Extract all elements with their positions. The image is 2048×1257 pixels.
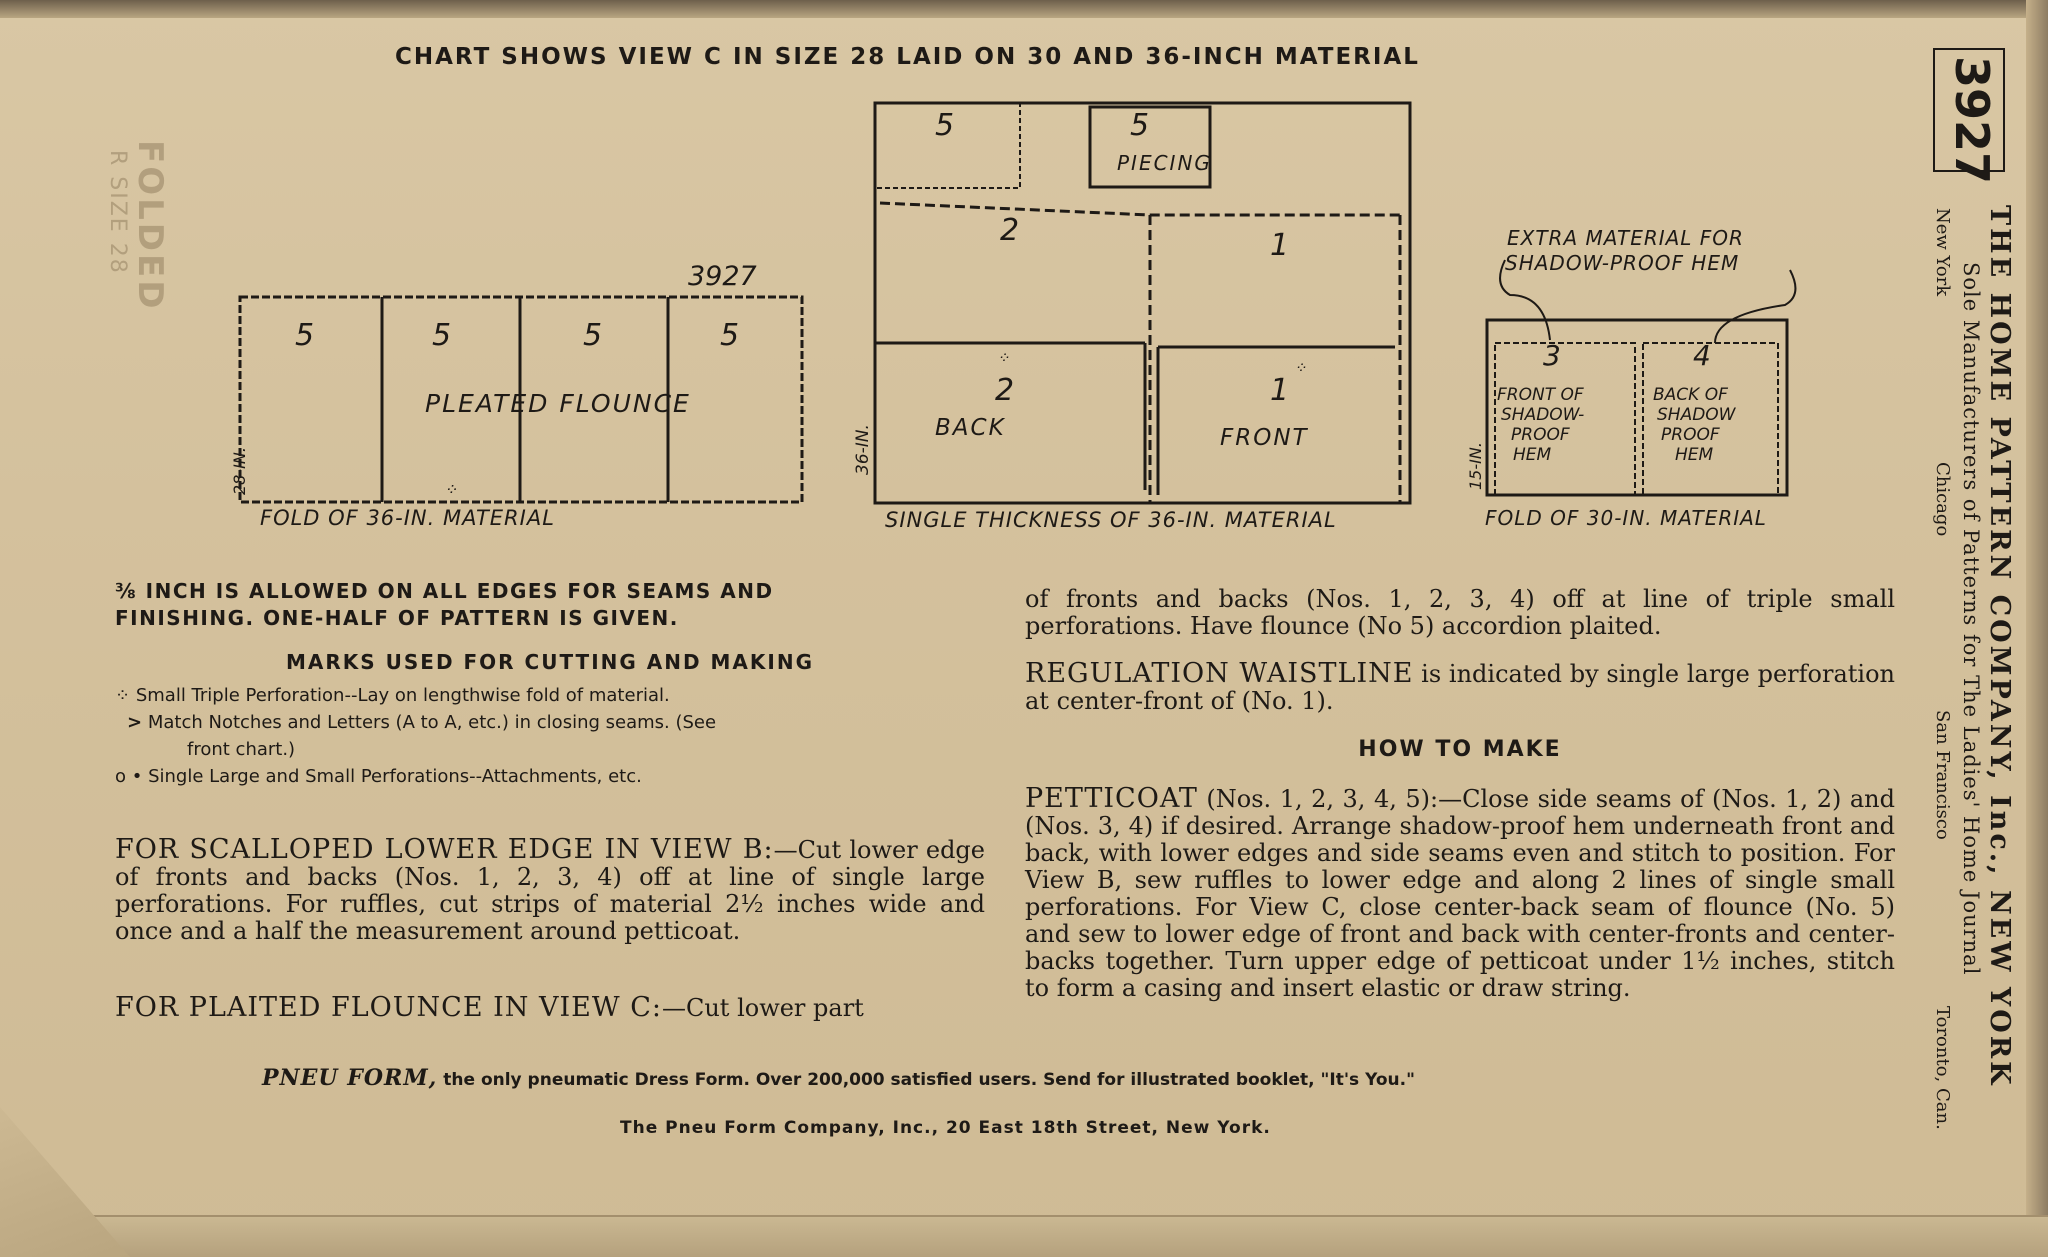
seam-allowance-line-2: FINISHING. ONE-HALF OF PATTERN IS GIVEN. (115, 606, 679, 630)
chart-right-note-line2: SHADOW-PROOF HEM (1505, 251, 1740, 275)
chart-shadow-proof (1465, 225, 1835, 545)
chart-left-side-label: 28-IN. (230, 447, 249, 495)
publisher-city-chicago: Chicago (1932, 462, 1953, 537)
chart-center-caption: SINGLE THICKNESS OF 36-IN. MATERIAL (885, 508, 1337, 532)
chart-center-front-label: FRONT (1220, 425, 1309, 451)
chart-center-mid-right-num: 1 (1270, 228, 1290, 263)
chart-center (840, 95, 1420, 545)
publisher-name: THE HOME PATTERN COMPANY, Inc., NEW YORK (1984, 205, 2015, 1088)
chart-center-piecing (1090, 107, 1210, 187)
chart-left-piece: 5 (583, 318, 603, 353)
petticoat-body: (Nos. 1, 2, 3, 4, 5):—Close side seams of (Nos. 1, 2) and (Nos. 3, 4) if desired. Arrange shadow-proof hem underneath front and back, with lower edges and side seams even and stitch to position. For View B, sew ruffles to lower edge and along 2 lines of single small perforations. For View C, close center-back seam of flounce (No. 5) and sew to lower edge of front and back with center-fronts and center-backs together. Turn upper edge of petticoat under 1½ inches, stitch to form a casing and insert elastic or draw string. (1025, 785, 1895, 1002)
mark-triple-perforation (115, 682, 985, 709)
chart-right-side-label: 15-IN. (1466, 442, 1485, 490)
chart-right-left-num: 3 (1543, 339, 1561, 372)
chart-right-right-num: 4 (1693, 339, 1711, 372)
pneu-form-body: the only pneumatic Dress Form. Over 200,000 satisfied users. Send for illustrated booklet, "It's You." (437, 1070, 1415, 1090)
folded-stamp (58, 140, 178, 390)
publisher-tagline: Sole Manufacturers of Patterns for The Ladies' Home Journal (1959, 262, 1983, 976)
pneu-form-address: The Pneu Form Company, Inc., 20 East 18th Street, New York. (620, 1118, 1271, 1138)
chart-right-right-label: SHADOW (1657, 405, 1736, 425)
pattern-number: 3927 (1945, 56, 1999, 185)
waistline-lead: REGULATION WAISTLINE (1025, 658, 1414, 689)
chart-right-arrow (1715, 270, 1795, 343)
marks-title: MARKS USED FOR CUTTING AND MAKING (285, 650, 815, 674)
seam-allowance-line-1 (115, 578, 985, 605)
marks-section (115, 650, 985, 790)
plaited-flounce-body: —Cut lower part (661, 994, 864, 1022)
mark-text: Small Triple Perforation--Lay on lengthwise fold of material. (135, 685, 670, 706)
chart-right-right-label: HEM (1675, 445, 1714, 465)
pneu-form-lead: PNEU FORM, (262, 1065, 438, 1091)
chart-right-left-label: SHADOW- (1501, 405, 1585, 425)
chart-left-perforation: ⁘ (445, 480, 459, 499)
chart-left-label: PLEATED FLOUNCE (425, 389, 691, 418)
mark-text: Single Large and Small Perforations--Attachments, etc. (148, 766, 642, 787)
stamp-subtext: R SIZE 28 (105, 150, 130, 275)
chart-left-caption: FOLD OF 36-IN. MATERIAL (260, 506, 555, 530)
chart-center-dashed-top (880, 203, 1400, 215)
chart-center-side-label: 36-IN. (853, 424, 873, 475)
how-to-make-heading: HOW TO MAKE (1358, 737, 1562, 762)
envelope-top-edge (0, 0, 2048, 18)
seam-allowance-text-1: INCH IS ALLOWED ON ALL EDGES FOR SEAMS AND (145, 579, 774, 603)
mark-symbol: ⁘ (115, 685, 131, 706)
chart-center-back-label: BACK (935, 415, 1006, 441)
chart-left-pattern-number: 3927 (688, 261, 757, 292)
publisher-city-san-francisco: San Francisco (1932, 710, 1953, 840)
chart-center-piecing-label: PIECING (1117, 151, 1212, 175)
continued-paragraph: of fronts and backs (Nos. 1, 2, 3, 4) off at line of triple small perforations. Have flounce (No 5) accordion plaited. (1025, 585, 1895, 640)
petticoat-lead: PETTICOAT (1025, 783, 1198, 814)
mark-text: Match Notches and Letters (A to A, etc.) in closing seams. (See (147, 712, 717, 733)
chart-center-front-num: 1 (1270, 373, 1290, 408)
mark-single-perforations (115, 763, 985, 790)
petticoat-paragraph (1025, 785, 1895, 1002)
scalloped-edge-paragraph (115, 836, 985, 945)
chart-left-piece: 5 (720, 318, 740, 353)
chart-right-caption: FOLD OF 30-IN. MATERIAL (1485, 506, 1767, 530)
chart-right-left-label: PROOF (1511, 425, 1570, 445)
waistline-paragraph (1025, 660, 1895, 715)
chart-center-top-left-num: 5 (935, 108, 955, 143)
stamp-text: FOLDED (130, 140, 170, 312)
chart-left-piece: 5 (295, 318, 315, 353)
chart-center-perforation: ⁘ (1295, 359, 1308, 377)
pattern-number-box (1933, 48, 2005, 185)
mark-symbol: > (127, 712, 143, 733)
chart-right-left-label: FRONT OF (1497, 385, 1584, 405)
envelope-bottom-flap (0, 1215, 2048, 1257)
publisher-city-toronto: Toronto, Can. (1932, 1006, 1953, 1130)
scalloped-edge-lead: FOR SCALLOPED LOWER EDGE IN VIEW B: (115, 834, 774, 865)
chart-center-top-right-num: 5 (1130, 108, 1150, 143)
seam-allowance-note (115, 578, 985, 632)
chart-header: CHART SHOWS VIEW C IN SIZE 28 LAID ON 30 AND 36-INCH MATERIAL (395, 44, 1420, 70)
mark-notches-continued: front chart.) (187, 739, 296, 760)
plaited-flounce-paragraph (115, 994, 985, 1022)
chart-right-left-label: HEM (1513, 445, 1552, 465)
seam-allowance-fraction: ⅜ (115, 579, 138, 603)
chart-left-piece: 5 (432, 318, 452, 353)
chart-pleated-flounce (225, 255, 825, 545)
pneu-form-ad (262, 1065, 1762, 1091)
chart-right-note-line1: EXTRA MATERIAL FOR (1507, 226, 1744, 250)
envelope-right-edge (2026, 0, 2048, 1257)
chart-right-right-label: BACK OF (1653, 385, 1728, 405)
publisher-city-new-york: New York (1932, 208, 1953, 297)
scalloped-edge-body: —Cut lower edge of fronts and backs (Nos. 1, 2, 3, 4) off at line of single large perforations. For ruffles, cut strips of material 2½ inches wide and once and a half the measurement around petticoat. (115, 836, 985, 945)
chart-center-perforation: ⁘ (998, 349, 1011, 367)
chart-center-mid-left-num: 2 (1000, 213, 1020, 248)
mark-notches (115, 709, 985, 736)
chart-center-back-num: 2 (995, 373, 1015, 408)
mark-symbol: o • (115, 766, 143, 787)
plaited-flounce-lead: FOR PLAITED FLOUNCE IN VIEW C: (115, 992, 662, 1023)
chart-right-right-label: PROOF (1661, 425, 1720, 445)
waistline-body: is indicated by single large perforation at center-front of (No. 1). (1025, 660, 1895, 715)
